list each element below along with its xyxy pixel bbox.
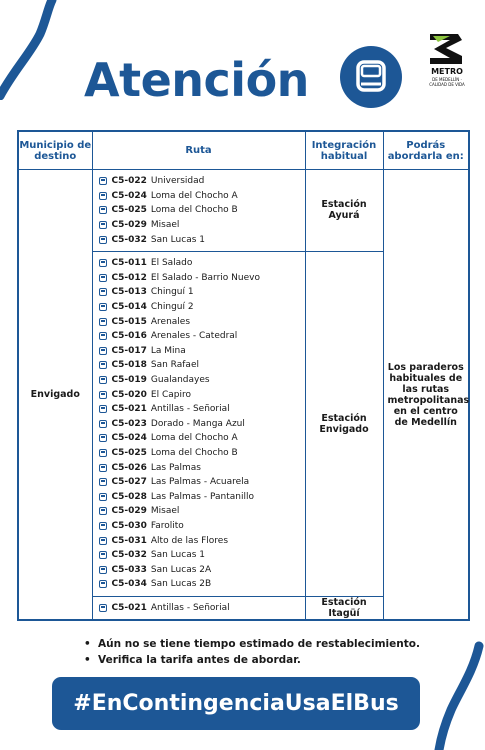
bus-icon bbox=[99, 537, 107, 545]
route-item bbox=[99, 446, 305, 461]
route-item bbox=[99, 271, 305, 286]
route-item bbox=[99, 562, 305, 577]
bus-icon bbox=[99, 347, 107, 355]
bus-icon bbox=[99, 376, 107, 384]
route-code: C5-017 bbox=[111, 345, 147, 356]
route-item bbox=[99, 387, 305, 402]
integracion-cell: Estación Ayurá bbox=[305, 170, 383, 252]
route-name: Las Palmas bbox=[150, 462, 201, 473]
page-title: Atención bbox=[84, 53, 309, 107]
route-name: Arenales bbox=[150, 316, 191, 327]
hashtag-banner: #EnContingenciaUsaElBus bbox=[52, 677, 420, 730]
route-name: Las Palmas - Acuarela bbox=[150, 477, 250, 488]
route-item bbox=[99, 489, 305, 504]
header-municipio: Municipio de destino bbox=[18, 131, 92, 170]
note-text: Verifica la tarifa antes de abordar. bbox=[98, 654, 301, 666]
route-code: C5-024 bbox=[111, 190, 147, 201]
note-item: • Verifica la tarifa antes de abordar. bbox=[84, 654, 301, 666]
route-name: Farolito bbox=[150, 520, 184, 531]
route-list-cell bbox=[92, 251, 305, 596]
table-row bbox=[18, 170, 469, 252]
table-header-row bbox=[18, 131, 469, 170]
bus-icon bbox=[99, 332, 107, 340]
route-code: C5-019 bbox=[111, 375, 147, 386]
route-item bbox=[99, 533, 305, 548]
route-code: C5-021 bbox=[111, 602, 147, 613]
route-name: Loma del Chocho B bbox=[150, 447, 238, 458]
bus-icon bbox=[99, 478, 107, 486]
bus-icon bbox=[99, 604, 107, 612]
route-code: C5-011 bbox=[111, 258, 147, 269]
route-code: C5-016 bbox=[111, 331, 147, 342]
note-item: • Aún no se tiene tiempo estimado de restablecimiento. bbox=[84, 638, 420, 650]
bus-icon bbox=[99, 464, 107, 472]
bus-icon bbox=[99, 580, 107, 588]
municipio-cell: Envigado bbox=[18, 170, 92, 621]
route-name: Arenales - Catedral bbox=[150, 331, 238, 342]
route-code: C5-034 bbox=[111, 579, 147, 590]
route-name: San Rafael bbox=[150, 360, 199, 371]
route-name: La Mina bbox=[150, 345, 186, 356]
route-item bbox=[99, 256, 305, 271]
route-code: C5-013 bbox=[111, 287, 147, 298]
route-code: C5-018 bbox=[111, 360, 147, 371]
notes-list bbox=[84, 636, 420, 668]
route-name: Antillas - Señorial bbox=[150, 602, 230, 613]
route-code: C5-029 bbox=[111, 506, 147, 517]
bus-icon bbox=[99, 361, 107, 369]
route-list-cell bbox=[92, 596, 305, 620]
route-code: C5-023 bbox=[111, 418, 147, 429]
route-item bbox=[99, 460, 305, 475]
route-code: C5-020 bbox=[111, 389, 147, 400]
route-name: Chinguí 2 bbox=[150, 302, 194, 313]
route-name: El Salado bbox=[150, 258, 193, 269]
bus-icon bbox=[99, 288, 107, 296]
route-code: C5-024 bbox=[111, 433, 147, 444]
bus-icon bbox=[99, 405, 107, 413]
route-item bbox=[99, 300, 305, 315]
route-code: C5-021 bbox=[111, 404, 147, 415]
bus-icon bbox=[99, 449, 107, 457]
podras-cell: Los paraderos habituales de las rutas metropolitanas en el centro de Medellín bbox=[383, 170, 469, 621]
route-item bbox=[99, 601, 305, 616]
route-code: C5-025 bbox=[111, 447, 147, 458]
top-left-swoosh bbox=[0, 0, 60, 100]
route-name: Las Palmas - Pantanillo bbox=[150, 491, 254, 502]
bus-icon bbox=[99, 493, 107, 501]
route-name: Misael bbox=[150, 506, 180, 517]
bus-icon bbox=[99, 274, 107, 282]
route-name: Misael bbox=[150, 220, 180, 231]
bus-icon bbox=[99, 391, 107, 399]
bus-icon bbox=[99, 177, 107, 185]
route-code: C5-030 bbox=[111, 520, 147, 531]
route-code: C5-014 bbox=[111, 302, 147, 313]
bus-icon bbox=[99, 303, 107, 311]
route-item bbox=[99, 189, 305, 204]
bus-icon bbox=[99, 566, 107, 574]
bus-icon bbox=[99, 221, 107, 229]
integracion-cell: Estación Envigado bbox=[305, 251, 383, 596]
route-name: San Lucas 2B bbox=[150, 579, 212, 590]
route-name: Dorado - Manga Azul bbox=[150, 418, 245, 429]
logo-subtitle: DE MEDELLÍN · CALIDAD DE VIDA bbox=[429, 77, 465, 87]
route-name: San Lucas 2A bbox=[150, 564, 212, 575]
route-code: C5-032 bbox=[111, 234, 147, 245]
route-item bbox=[99, 329, 305, 344]
route-item bbox=[99, 577, 305, 592]
route-code: C5-015 bbox=[111, 316, 147, 327]
metro-train-icon bbox=[340, 46, 402, 108]
route-item bbox=[99, 431, 305, 446]
route-name: San Lucas 1 bbox=[150, 234, 205, 245]
route-item bbox=[99, 344, 305, 359]
bus-icon bbox=[99, 551, 107, 559]
route-code: C5-027 bbox=[111, 477, 147, 488]
bus-icon bbox=[99, 318, 107, 326]
route-item bbox=[99, 358, 305, 373]
route-name: San Lucas 1 bbox=[150, 550, 205, 561]
header-podras: Podrás abordarla en: bbox=[383, 131, 469, 170]
route-name: Loma del Chocho A bbox=[150, 190, 238, 201]
route-item bbox=[99, 548, 305, 563]
route-name: El Salado - Barrio Nuevo bbox=[150, 272, 260, 283]
routes-table bbox=[17, 130, 470, 621]
route-item bbox=[99, 314, 305, 329]
bus-icon bbox=[99, 507, 107, 515]
route-name: Gualandayes bbox=[150, 375, 210, 386]
route-list-cell bbox=[92, 170, 305, 252]
route-code: C5-032 bbox=[111, 550, 147, 561]
route-item bbox=[99, 373, 305, 388]
route-item bbox=[99, 174, 305, 189]
route-code: C5-025 bbox=[111, 205, 147, 216]
route-name: El Capiro bbox=[150, 389, 191, 400]
bus-icon bbox=[99, 236, 107, 244]
bus-icon bbox=[99, 420, 107, 428]
logo-name: METRO bbox=[431, 67, 463, 76]
route-code: C5-028 bbox=[111, 491, 147, 502]
route-item bbox=[99, 475, 305, 490]
route-code: C5-022 bbox=[111, 176, 147, 187]
route-item bbox=[99, 504, 305, 519]
integracion-cell: Estación Itagüí bbox=[305, 596, 383, 620]
route-name: Universidad bbox=[150, 176, 205, 187]
route-item bbox=[99, 218, 305, 233]
bus-icon bbox=[99, 522, 107, 530]
route-code: C5-029 bbox=[111, 220, 147, 231]
route-name: Chinguí 1 bbox=[150, 287, 194, 298]
route-name: Antillas - Señorial bbox=[150, 404, 230, 415]
route-name: Alto de las Flores bbox=[150, 535, 229, 546]
route-item bbox=[99, 519, 305, 534]
route-code: C5-026 bbox=[111, 462, 147, 473]
route-item bbox=[99, 402, 305, 417]
bus-icon bbox=[99, 434, 107, 442]
bus-icon bbox=[99, 206, 107, 214]
route-item bbox=[99, 417, 305, 432]
route-code: C5-012 bbox=[111, 272, 147, 283]
bus-icon bbox=[99, 259, 107, 267]
route-name: Loma del Chocho A bbox=[150, 433, 238, 444]
header-integracion: Integración habitual bbox=[305, 131, 383, 170]
route-code: C5-033 bbox=[111, 564, 147, 575]
route-item bbox=[99, 285, 305, 300]
note-text: Aún no se tiene tiempo estimado de restablecimiento. bbox=[98, 638, 420, 650]
route-item bbox=[99, 203, 305, 218]
bus-icon bbox=[99, 192, 107, 200]
header-ruta: Ruta bbox=[92, 131, 305, 170]
route-name: Loma del Chocho B bbox=[150, 205, 238, 216]
route-item bbox=[99, 232, 305, 247]
route-code: C5-031 bbox=[111, 535, 147, 546]
